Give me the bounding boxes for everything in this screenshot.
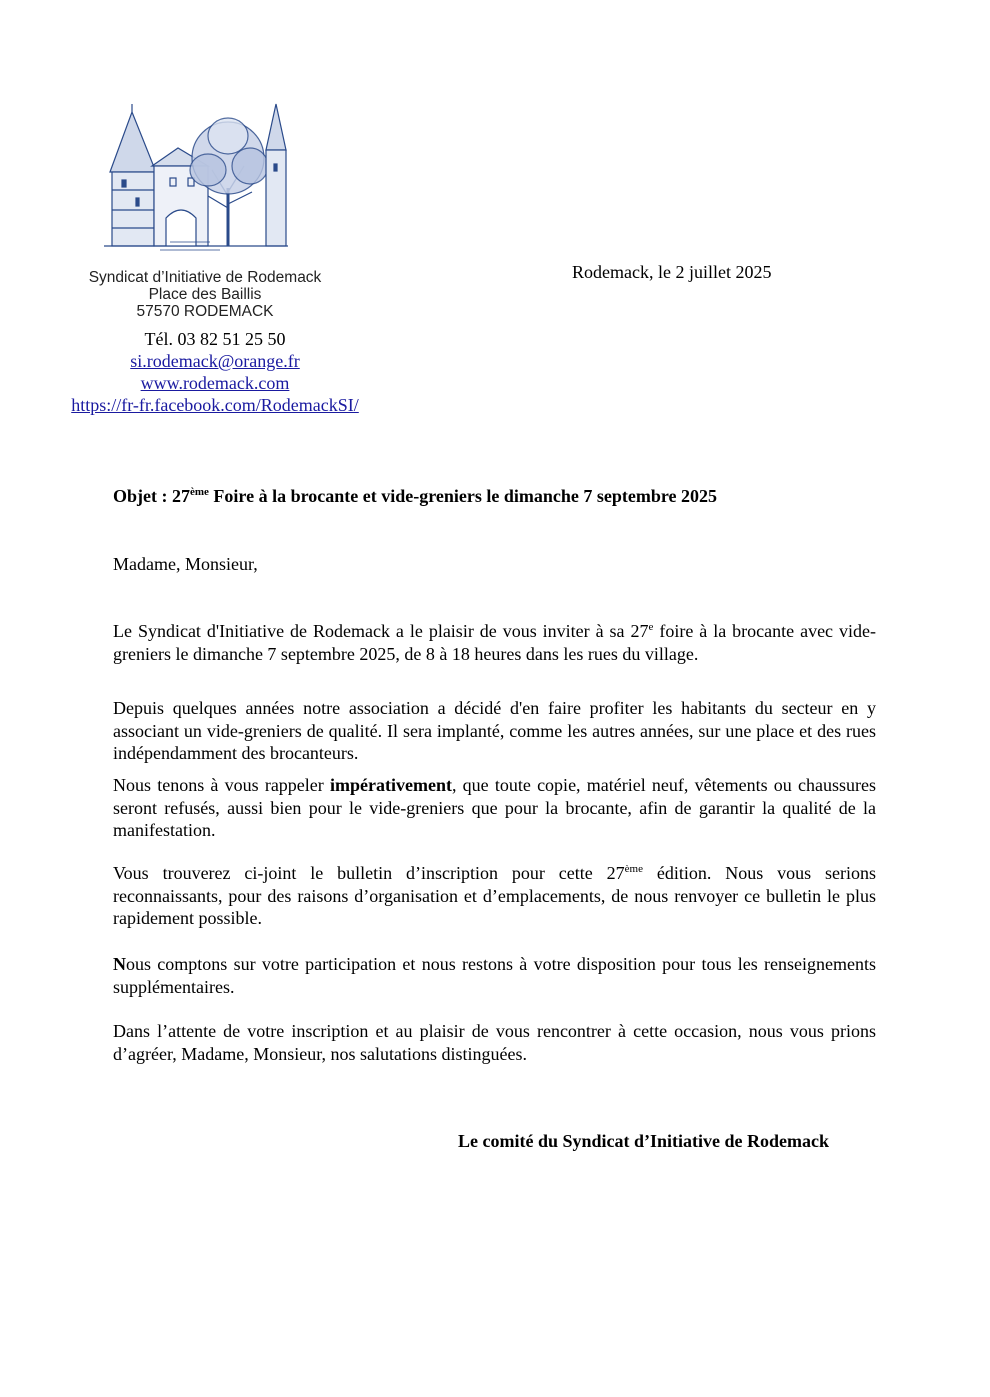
email-link[interactable]: si.rodemack@orange.fr [130, 351, 300, 371]
website-link[interactable]: www.rodemack.com [140, 373, 290, 393]
subject-text: Foire à la brocante et vide-greniers le dimanche 7 septembre 2025 [208, 486, 717, 506]
subject-ordinal-sup: ème [189, 486, 209, 498]
paragraph-closing: Dans l’attente de votre inscription et au plaisir de vous rencontrer à cette occasion, nous vous prions d’agréer, Madame, Monsieur, nos salutations distinguées. [113, 1021, 876, 1064]
p3-emphasis: impérativement [330, 775, 452, 795]
facebook-link[interactable]: https://fr-fr.facebook.com/RodemackSI/ [71, 395, 359, 415]
org-street: Place des Baillis [148, 286, 262, 303]
p4-ordinal-sup: ème [624, 863, 643, 875]
phone-number: Tél. 03 82 51 25 50 [144, 329, 286, 349]
p3-part-b: , que toute copie, matériel neuf, vêtements ou chaussures seront refusés, aussi bien pour le vide-greniers que pour la brocante, afin de garantir la qualité de la manifestation. [113, 775, 876, 840]
p4-part-a: Vous trouverez ci-joint le bulletin d’inscription pour cette 27 [113, 863, 625, 883]
p4-part-b: édition. Nous vous serions reconnaissants, pour des raisons d’organisation et d’emplacements, de nous renvoyer ce bulletin le plus rapidement possible. [113, 863, 877, 928]
p3-part-a: Nous tenons à vous rappeler [113, 775, 330, 795]
letter-date: Rodemack, le 2 juillet 2025 [572, 262, 772, 282]
p1-part-a: Le Syndicat d'Initiative de Rodemack a le plaisir de vous inviter à sa 27 [113, 621, 649, 641]
p5-initial: N [113, 954, 126, 974]
paragraph-vide-greniers: Depuis quelques années notre association a décidé d'en faire profiter les habitants du secteur en y associant un vide-greniers de qualité. Il sera implanté, comme les autres années, sur une place et des rues indépendamment des brocanteurs. [113, 698, 876, 763]
signature: Le comité du Syndicat d’Initiative de Rodemack [458, 1131, 829, 1151]
paragraph-invitation [113, 620, 876, 665]
paragraph-rules [113, 774, 876, 842]
p1-ordinal-sup: e [648, 621, 654, 633]
paragraph-bulletin [113, 862, 876, 930]
org-name: Syndicat d’Initiative de Rodemack [88, 269, 322, 286]
subject-prefix: Objet : 27 [113, 486, 190, 506]
rodemack-castle-logo [100, 100, 290, 252]
p5-rest: ous comptons sur votre participation et nous restons à votre disposition pour tous les renseignements supplémentaires. [113, 954, 876, 997]
letter-subject [113, 486, 717, 507]
org-postcode-city: 57570 RODEMACK [136, 303, 274, 320]
org-address-block [75, 269, 335, 320]
paragraph-participation [113, 953, 876, 998]
salutation: Madame, Monsieur, [113, 554, 258, 574]
contact-block [40, 328, 390, 416]
p1-part-b: foire à la brocante avec vide-greniers le dimanche 7 septembre 2025, de 8 à 18 heures dans les rues du village. [113, 621, 876, 664]
